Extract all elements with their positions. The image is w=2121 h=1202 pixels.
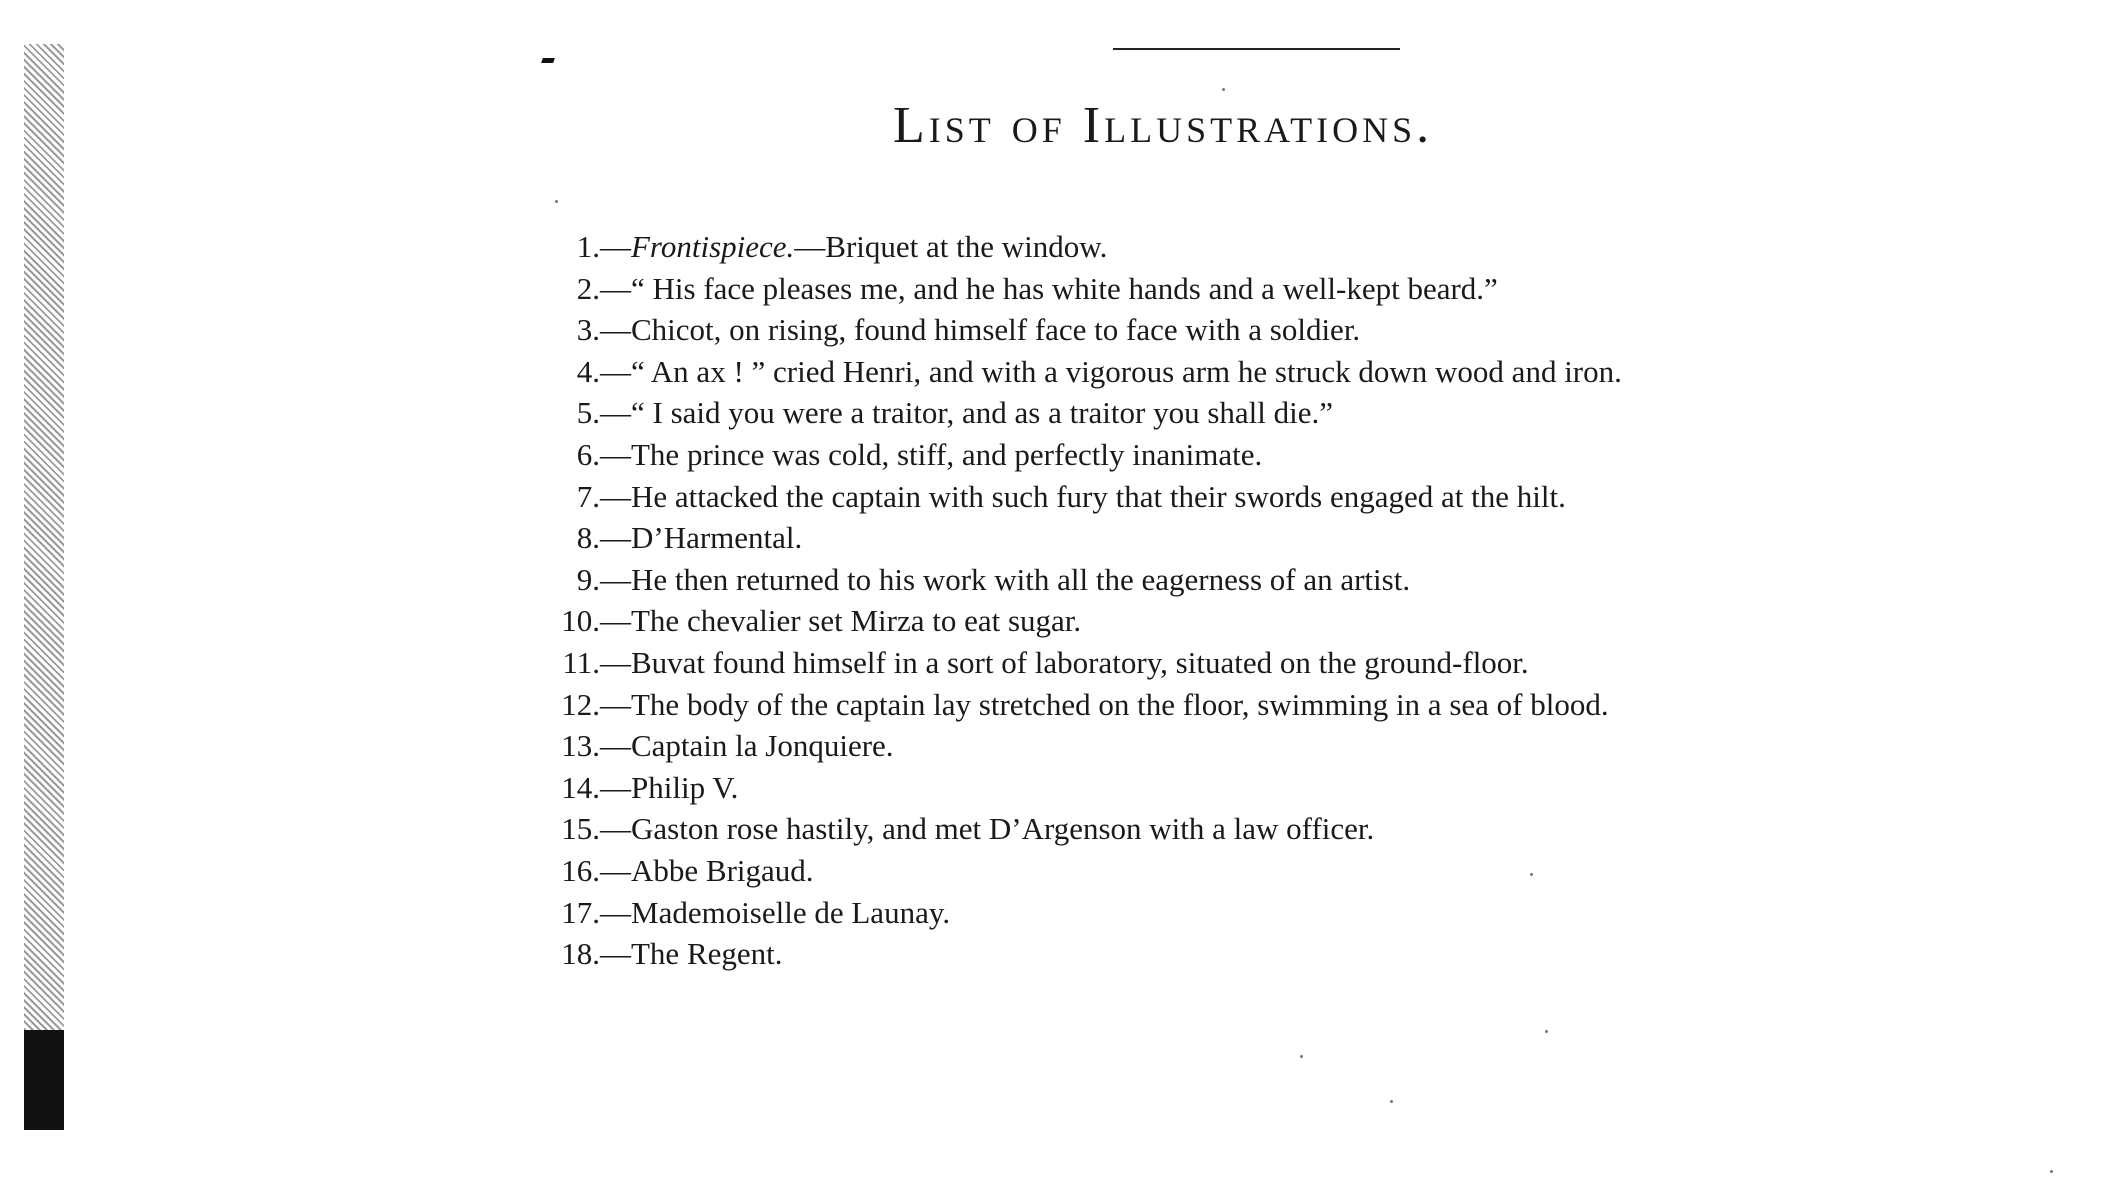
item-separator: —	[600, 894, 631, 930]
item-separator: —	[600, 769, 631, 805]
item-separator: —	[600, 229, 631, 264]
item-text: Abbe Brigaud.	[631, 852, 814, 888]
scan-edge-strip	[24, 44, 64, 1044]
item-separator: —	[600, 852, 631, 888]
item-separator: —	[600, 561, 631, 597]
item-separator: —	[600, 603, 631, 639]
item-number: 1.	[576, 229, 600, 264]
item-text: Mademoiselle de Launay.	[631, 894, 951, 930]
list-item	[540, 476, 2080, 518]
item-number: 16.	[561, 852, 600, 888]
item-number: 12.	[561, 686, 600, 722]
item-text: D’Harmental.	[631, 520, 803, 556]
item-number: 6.	[576, 436, 600, 472]
item-number: 14.	[561, 769, 600, 805]
illustrations-list	[540, 226, 2080, 975]
scan-speck	[2050, 1170, 2053, 1173]
list-item	[540, 850, 2080, 892]
top-rule	[1113, 48, 1400, 50]
list-item	[540, 392, 2080, 434]
list-item	[540, 725, 2080, 767]
list-item	[540, 892, 2080, 934]
item-separator: —	[600, 353, 631, 389]
list-item	[540, 933, 2080, 975]
item-separator: —	[600, 686, 631, 722]
item-number: 18.	[561, 936, 600, 972]
list-item	[540, 351, 2080, 393]
item-separator: —	[600, 644, 631, 680]
item-separator: —	[600, 811, 631, 847]
item-number: 13.	[561, 728, 600, 764]
item-number: 10.	[561, 603, 600, 639]
item-separator: —	[600, 270, 631, 306]
scan-speck	[555, 200, 558, 203]
item-text: —Briquet at the window.	[794, 229, 1108, 264]
scan-speck	[1300, 1055, 1303, 1058]
list-item	[540, 559, 2080, 601]
item-text: The Regent.	[631, 936, 783, 972]
item-text: Chicot, on rising, found himself face to face with a soldier.	[631, 312, 1361, 348]
scan-edge-dark-band	[24, 1030, 64, 1130]
list-item	[540, 517, 2080, 559]
list-item	[540, 268, 2080, 310]
list-item	[540, 767, 2080, 809]
item-separator: —	[600, 478, 631, 514]
item-number: 2.	[576, 270, 600, 306]
item-number: 3.	[576, 312, 600, 348]
item-number: 11.	[562, 644, 600, 680]
item-text: He attacked the captain with such fury that their swords engaged at the hilt.	[631, 478, 1566, 514]
item-lead: Frontispiece.	[631, 229, 795, 264]
scan-speck	[1545, 1030, 1548, 1033]
item-text: “ His face pleases me, and he has white hands and a well-kept beard.”	[631, 270, 1498, 306]
item-number: 7.	[576, 478, 600, 514]
scan-speck	[1222, 88, 1225, 91]
item-separator: —	[600, 728, 631, 764]
list-item	[540, 309, 2080, 351]
item-text: Captain la Jonquiere.	[631, 728, 894, 764]
list-item	[540, 684, 2080, 726]
scan-speck	[1390, 1100, 1393, 1103]
list-item	[540, 642, 2080, 684]
item-text: The prince was cold, stiff, and perfectly inanimate.	[631, 436, 1263, 472]
item-separator: —	[600, 436, 631, 472]
item-text: “ I said you were a traitor, and as a traitor you shall die.”	[631, 395, 1334, 431]
item-number: 9.	[576, 561, 600, 597]
item-number: 8.	[576, 520, 600, 556]
scan-speck	[1530, 873, 1533, 876]
item-number: 5.	[576, 395, 600, 431]
item-text: He then returned to his work with all the eagerness of an artist.	[631, 561, 1411, 597]
list-item	[540, 600, 2080, 642]
item-number: 15.	[561, 811, 600, 847]
item-text: The chevalier set Mirza to eat sugar.	[631, 603, 1082, 639]
list-item	[540, 808, 2080, 850]
item-number: 17.	[561, 894, 600, 930]
item-separator: —	[600, 312, 631, 348]
item-separator: —	[600, 395, 631, 431]
list-item	[540, 226, 2080, 268]
item-text: Gaston rose hastily, and met D’Argenson with a law officer.	[631, 811, 1375, 847]
item-text: Philip V.	[631, 769, 739, 805]
list-item	[540, 434, 2080, 476]
item-separator: —	[600, 520, 631, 556]
item-separator: —	[600, 936, 631, 972]
item-text: “ An ax ! ” cried Henri, and with a vigorous arm he struck down wood and iron.	[631, 353, 1622, 389]
page-title: List of Illustrations.	[893, 97, 1434, 154]
item-number: 4.	[576, 353, 600, 389]
item-text: Buvat found himself in a sort of laboratory, situated on the ground-floor.	[631, 644, 1529, 680]
item-text: The body of the captain lay stretched on the floor, swimming in a sea of blood.	[631, 686, 1609, 722]
ink-mark	[541, 58, 555, 63]
